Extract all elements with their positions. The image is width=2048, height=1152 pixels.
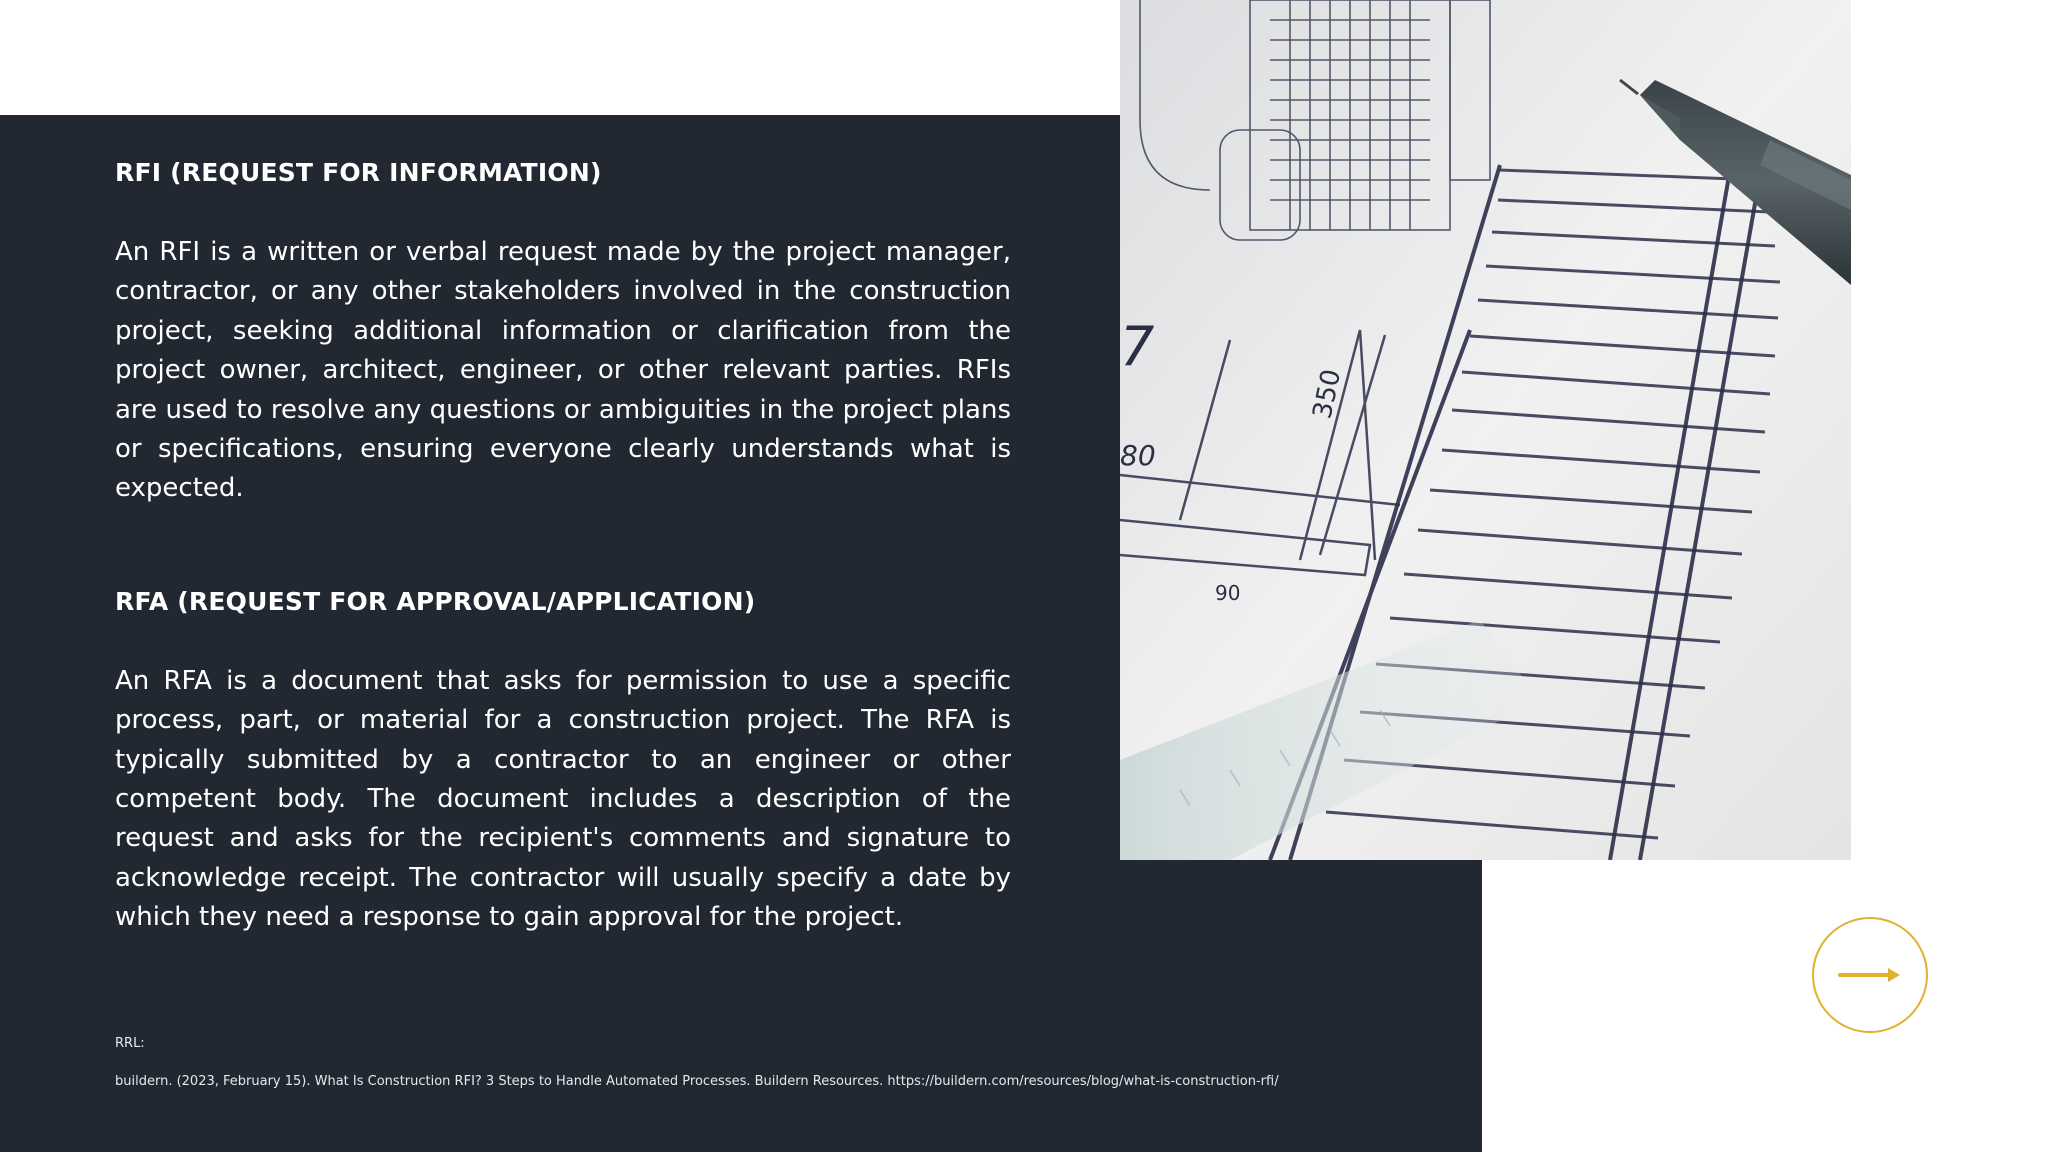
next-button[interactable] bbox=[1812, 917, 1928, 1033]
reference-label: RRL: bbox=[115, 1036, 145, 1051]
blueprint-label-350: 350 bbox=[1307, 366, 1348, 422]
blueprint-label-90: 90 bbox=[1215, 581, 1241, 605]
rfa-heading: RFA (REQUEST FOR APPROVAL/APPLICATION) bbox=[115, 586, 756, 616]
rfi-description: An RFI is a written or verbal request made by the project manager, contractor, or any other stakeholders involved in the construction project, seeking additional information or clarification from the project owner, architect, engineer, or other relevant parties. RFIs are used to resolve any questions or ambiguities in the project plans or specifications, ensuring everyone clearly understands what is expected. bbox=[115, 237, 1011, 504]
arrow-right-icon bbox=[1838, 965, 1902, 985]
rfi-heading: RFI (REQUEST FOR INFORMATION) bbox=[115, 158, 602, 187]
reference-citation: buildern. (2023, February 15). What Is Construction RFI? 3 Steps to Handle Automated Processes. Buildern Resources. https://buildern.com/resources/blog/what-is-construction-rfi/ bbox=[115, 1074, 1279, 1089]
rfa-description: An RFA is a document that asks for permission to use a specific process, part, or material for a construction project. The RFA is typically submitted by a contractor to an engineer or other competent body. The document includes a description of the request and asks for the recipient's comments and signature to acknowledge receipt. The contractor will usually specify a date by which they need a response to gain approval for the project. bbox=[115, 665, 1011, 933]
blueprint-label-80: 80 bbox=[1120, 439, 1156, 472]
content-column bbox=[115, 155, 1011, 938]
blueprint-illustration bbox=[1120, 0, 1851, 860]
blueprint-label-7: 7 bbox=[1120, 315, 1155, 378]
blueprint-photo bbox=[1120, 0, 1851, 860]
